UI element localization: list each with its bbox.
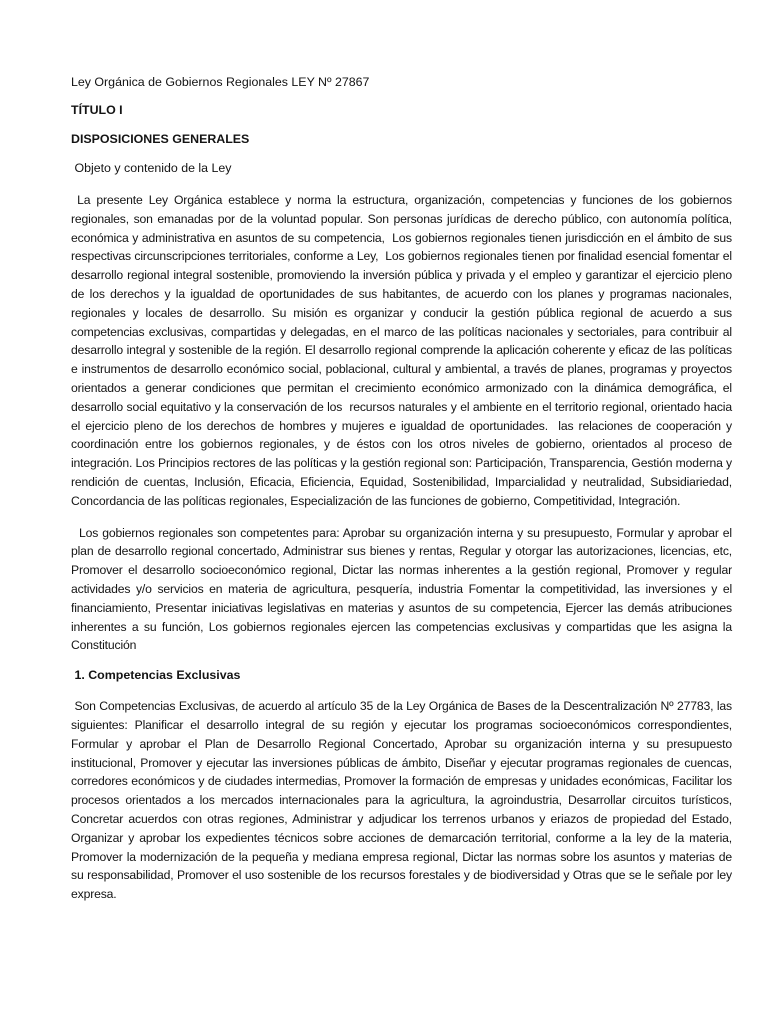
objeto-heading: Objeto y contenido de la Ley [71, 161, 232, 175]
paragraph-competencias-exclusivas: Son Competencias Exclusivas, de acuerdo al artículo 35 de la Ley Orgánica de Bases de la Descentralización Nº 27783, las siguientes: Planificar el desarrollo integral de su región y ejecutar los programas socioeconómicos correspondientes, Formular y aprobar el Plan de Desarrollo Regional Concertado, Aprobar su organización interna y su presupuesto institucional, Promover y ejecutar las inversiones públicas de ámbito, Diseñar y ejecutar programas regionales de cuencas, corredores económicos y de ciudades intermedias, Promover la formación de empresas y unidades económicas, Facilitar los procesos orientados a los mercados internacionales para la agricultura, la agroindustria, Desarrollar circuitos turísticos, Concretar acuerdos con otras regiones, Administrar y adjudicar los terrenos urbanos y eriazos de propiedad del Estado, Organizar y aprobar los expedientes técnicos sobre acciones de demarcación territorial, conforme a la ley de la materia, Promover la modernización de la pequeña y mediana empresa regional, Dictar las normas sobre los asuntos y materias de su responsabilidad, Promover el uso sostenible de los recursos forestales y de biodiversidad y Otras que se le señale por ley expresa. [71, 699, 736, 902]
paragraph-objeto: La presente Ley Orgánica establece y norma la estructura, organización, competencias y funciones de los gobiernos regionales, son emanadas por de la voluntad popular. Son personas jurídicas de derecho público, con autonomía política, económica y administrativa en asuntos de su competencia, Los gobiernos regionales tienen jurisdicción en el ámbito de sus respectivas circunscripciones territoriales, conforme a Ley, Los gobiernos regionales tienen por finalidad esencial fomentar el desarrollo regional integral sostenible, promoviendo la inversión pública y privada y el empleo y garantizar el ejercicio pleno de los derechos y la igualdad de oportunidades de sus habitantes, de acuerdo con los planes y programas nacionales, regionales y locales de desarrollo. Su misión es organizar y conducir la gestión pública regional de acuerdo a sus competencias exclusivas, compartidas y delegadas, en el marco de las políticas nacionales y sectoriales, para contribuir al desarrollo integral y sostenible de la región. El desarrollo regional comprende la aplicación coherente y eficaz de las políticas e instrumentos de desarrollo económico social, poblacional, cultural y ambiental, a través de planes, programas y proyectos orientados a generar condiciones que permitan el crecimiento económico armonizado con la dinámica demográfica, el desarrollo social equitativo y la conservación de los recursos naturales y el ambiente en el territorio regional, orientado hacia el ejercicio pleno de los derechos de hombres y mujeres e igualdad de oportunidades. las relaciones de cooperación y coordinación entre los gobiernos regionales, y de éstos con los otros niveles de gobierno, orientados al proceso de integración. Los Principios rectores de las políticas y la gestión regional son: Participación, Transparencia, Gestión moderna y rendición de cuentas, Inclusión, Eficacia, Eficiencia, Equidad, Sostenibilidad, Imparcialidad y neutralidad, Subsidiariedad, Concordancia de las políticas regionales, Especialización de las funciones de gobierno, Competitividad, Integración. [71, 193, 736, 508]
document-page [71, 74, 736, 904]
document-title: Ley Orgánica de Gobiernos Regionales LEY Nº 27867 [71, 75, 370, 89]
paragraph-competencias-generales: Los gobiernos regionales son competentes para: Aprobar su organización interna y su presupuesto, Formular y aprobar el plan de desarrollo regional concertado, Administrar sus bienes y rentas, Regular y otorgar las autorizaciones, licencias, etc, Promover el desarrollo socioeconómico regional, Dictar las normas inherentes a la gestión regional, Promover y regular actividades y/o servicios en materia de agricultura, pesquería, industria Fomentar la competitividad, las inversiones y el financiamiento, Presentar iniciativas legislativas en materias y asuntos de su competencia, Ejercer las demás atribuciones inherentes a su función, Los gobiernos regionales ejercen las competencias exclusivas y compartidas que les asigna la Constitución [71, 525, 736, 653]
disposiciones-heading: DISPOSICIONES GENERALES [71, 132, 250, 146]
titulo-heading: TÍTULO I [71, 103, 123, 117]
competencias-exclusivas-heading: 1. Competencias Exclusivas [71, 668, 241, 683]
